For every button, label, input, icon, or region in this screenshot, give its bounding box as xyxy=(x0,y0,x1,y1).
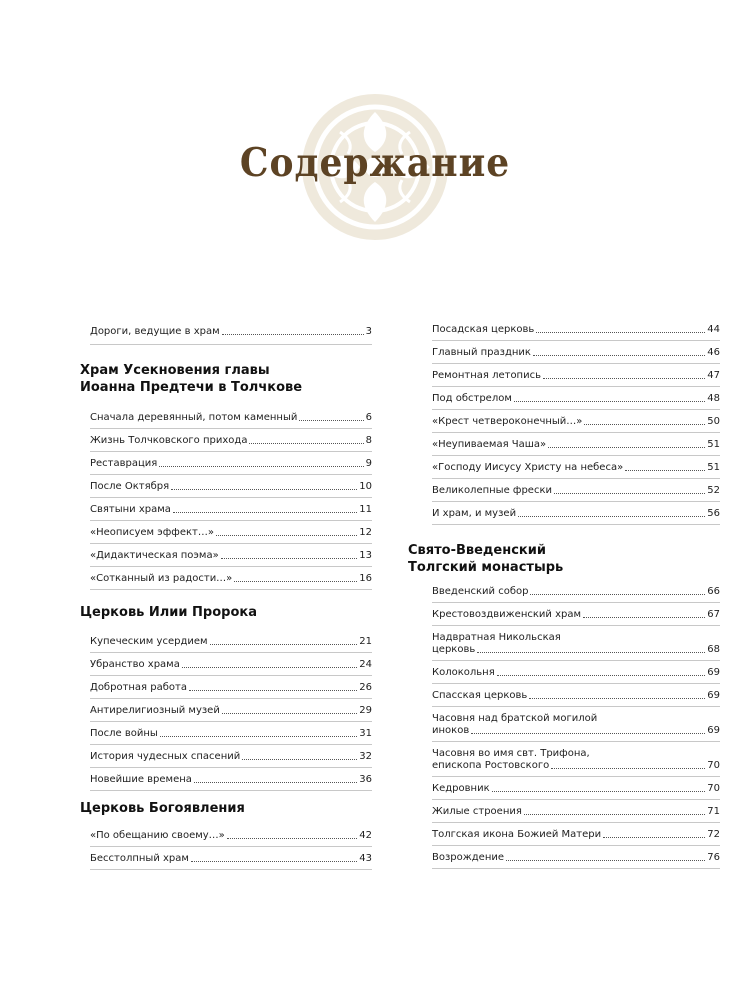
divider xyxy=(432,706,720,707)
divider xyxy=(432,432,720,433)
toc-entry-page: 47 xyxy=(707,370,720,381)
toc-entry[interactable] xyxy=(432,462,720,474)
leader-dots xyxy=(530,594,705,595)
toc-entry-title: Новейшие времена xyxy=(90,774,192,785)
toc-entry[interactable] xyxy=(90,326,372,338)
leader-dots xyxy=(234,581,357,582)
divider xyxy=(432,363,720,364)
toc-entry[interactable] xyxy=(432,508,720,520)
toc-entry[interactable] xyxy=(432,748,720,772)
toc-entry-title: Колокольня xyxy=(432,667,495,678)
toc-entry-title: Главный праздник xyxy=(432,347,531,358)
section-title-line: Толгский монастырь xyxy=(408,560,564,575)
divider xyxy=(432,776,720,777)
toc-entry-title-line: епископа Ростовского xyxy=(432,760,550,771)
toc-entry-page: 68 xyxy=(707,644,720,655)
leader-dots xyxy=(227,838,357,839)
toc-entry-title-line: Надвратная Никольская xyxy=(432,632,561,643)
toc-entry[interactable] xyxy=(90,682,372,694)
toc-entry[interactable] xyxy=(90,435,372,447)
toc-entry[interactable] xyxy=(90,573,372,585)
toc-entry-title-line: Часовня над братской могилой xyxy=(432,713,598,724)
divider xyxy=(90,520,372,521)
toc-entry-page: 6 xyxy=(365,412,372,423)
section-title-line: Иоанна Предтечи в Толчкове xyxy=(80,380,303,395)
leader-dots xyxy=(533,355,705,356)
toc-entry[interactable] xyxy=(90,412,372,424)
divider xyxy=(90,428,372,429)
toc-entry-title: Под обстрелом xyxy=(432,393,512,404)
divider xyxy=(432,741,720,742)
divider xyxy=(432,868,720,869)
toc-entry-page: 72 xyxy=(707,829,720,840)
toc-entry-title: Дороги, ведущие в храм xyxy=(90,326,220,337)
toc-entry-page: 71 xyxy=(707,806,720,817)
toc-entry-page: 29 xyxy=(359,705,372,716)
section-title-line: Свято-Введенский xyxy=(408,543,546,558)
toc-entry-page: 69 xyxy=(707,667,720,678)
divider xyxy=(432,409,720,410)
divider xyxy=(432,845,720,846)
divider xyxy=(432,386,720,387)
leader-dots xyxy=(216,535,357,536)
toc-entry-title: Жизнь Толчковского прихода xyxy=(90,435,248,446)
section-title xyxy=(408,542,563,576)
divider xyxy=(90,497,372,498)
leader-dots xyxy=(548,447,705,448)
toc-entry-title: Реставрация xyxy=(90,458,158,469)
page-title: Содержание xyxy=(239,139,511,187)
leader-dots xyxy=(477,652,705,653)
toc-entry-page: 21 xyxy=(359,636,372,647)
toc-entry-page: 51 xyxy=(707,439,720,450)
toc-entry-page: 76 xyxy=(707,852,720,863)
toc-entry-title: «Крест четвероконечный…» xyxy=(432,416,583,427)
leader-dots xyxy=(222,713,357,714)
toc-entry[interactable] xyxy=(90,774,372,786)
toc-entry-page: 69 xyxy=(707,725,720,736)
toc-entry-title: Спасская церковь xyxy=(432,690,528,701)
leader-dots xyxy=(554,493,705,494)
toc-entry[interactable] xyxy=(90,504,372,516)
leader-dots xyxy=(221,558,358,559)
toc-entry-title: Крестовоздвиженский храм xyxy=(432,609,582,620)
leader-dots xyxy=(603,837,705,838)
toc-entry[interactable] xyxy=(432,370,720,382)
section-title-line: Храм Усекновения главы xyxy=(80,363,270,378)
leader-dots xyxy=(173,512,357,513)
leader-dots xyxy=(492,791,706,792)
toc-entry-page: 69 xyxy=(707,690,720,701)
toc-entry[interactable] xyxy=(432,713,720,737)
section-title xyxy=(80,362,302,396)
leader-dots xyxy=(222,334,364,335)
leader-dots xyxy=(471,733,705,734)
toc-entry[interactable] xyxy=(432,783,720,795)
toc-entry-title: Ремонтная летопись xyxy=(432,370,541,381)
toc-entry[interactable] xyxy=(432,586,720,598)
leader-dots xyxy=(584,424,705,425)
toc-entry[interactable] xyxy=(90,458,372,470)
toc-entry[interactable] xyxy=(432,609,720,621)
divider xyxy=(90,589,372,590)
divider xyxy=(90,790,372,791)
toc-entry-page: 24 xyxy=(359,659,372,670)
toc-entry-title: «Неупиваемая Чаша» xyxy=(432,439,547,450)
toc-entry-page: 11 xyxy=(359,504,372,515)
toc-entry-title: История чудесных спасений xyxy=(90,751,241,762)
leader-dots xyxy=(299,420,363,421)
toc-entry[interactable] xyxy=(90,853,372,865)
section-title: Церковь Илии Пророка xyxy=(80,605,258,620)
leader-dots xyxy=(497,675,706,676)
toc-entry-title: «Сотканный из радости…» xyxy=(90,573,233,584)
toc-entry-title: После Октября xyxy=(90,481,170,492)
divider xyxy=(432,340,720,341)
leader-dots xyxy=(506,860,705,861)
toc-entry-page: 26 xyxy=(359,682,372,693)
divider xyxy=(432,625,720,626)
leader-dots xyxy=(171,489,357,490)
toc-entry-title-line: церковь xyxy=(432,644,476,655)
toc-entry[interactable] xyxy=(432,690,720,702)
leader-dots xyxy=(551,768,705,769)
toc-entry-title: Жилые строения xyxy=(432,806,522,817)
toc-entry-page: 36 xyxy=(359,774,372,785)
divider xyxy=(432,478,720,479)
toc-entry-title: Толгская икона Божией Матери xyxy=(432,829,602,840)
divider xyxy=(432,524,720,525)
leader-dots xyxy=(191,861,357,862)
toc-entry-page: 46 xyxy=(707,347,720,358)
toc-entry-page: 31 xyxy=(359,728,372,739)
toc-entry[interactable] xyxy=(90,481,372,493)
leader-dots xyxy=(182,667,357,668)
leader-dots xyxy=(625,470,705,471)
toc-entry-page: 44 xyxy=(707,324,720,335)
toc-entry-title: Убранство храма xyxy=(90,659,180,670)
toc-entry[interactable] xyxy=(90,751,372,763)
leader-dots xyxy=(536,332,705,333)
leader-dots xyxy=(524,814,705,815)
divider xyxy=(90,566,372,567)
divider xyxy=(432,455,720,456)
toc-entry-title: После войны xyxy=(90,728,158,739)
toc-entry-page: 42 xyxy=(359,830,372,841)
divider xyxy=(432,822,720,823)
leader-dots xyxy=(529,698,705,699)
toc-entry[interactable] xyxy=(432,416,720,428)
toc-entry[interactable] xyxy=(90,659,372,671)
toc-entry[interactable] xyxy=(90,550,372,562)
toc-entry-title: Святыни храма xyxy=(90,504,171,515)
toc-entry[interactable] xyxy=(90,830,372,842)
toc-entry-page: 67 xyxy=(707,609,720,620)
divider xyxy=(90,474,372,475)
toc-entry[interactable] xyxy=(432,485,720,497)
toc-entry-title: «По обещанию своему…» xyxy=(90,830,225,841)
leader-dots xyxy=(160,736,357,737)
toc-entry-title: Антирелигиозный музей xyxy=(90,705,220,716)
toc-entry-page: 50 xyxy=(707,416,720,427)
toc-entry[interactable] xyxy=(432,829,720,841)
divider xyxy=(432,683,720,684)
toc-entry[interactable] xyxy=(432,347,720,359)
toc-entry-page: 70 xyxy=(707,783,720,794)
divider xyxy=(432,799,720,800)
divider xyxy=(90,543,372,544)
toc-entry-page: 10 xyxy=(359,481,372,492)
toc-entry-page: 8 xyxy=(365,435,372,446)
leader-dots xyxy=(194,782,357,783)
toc-entry-page: 66 xyxy=(707,586,720,597)
toc-entry-title: Сначала деревянный, потом каменный xyxy=(90,412,298,423)
toc-entry[interactable] xyxy=(432,324,720,336)
divider xyxy=(90,344,372,345)
toc-entry-title: Посадская церковь xyxy=(432,324,535,335)
toc-entry-page: 12 xyxy=(359,527,372,538)
toc-entry-title-line: иноков xyxy=(432,725,470,736)
divider xyxy=(90,652,372,653)
toc-entry-page: 52 xyxy=(707,485,720,496)
toc-entry-page: 3 xyxy=(365,326,372,337)
toc-entry-page: 32 xyxy=(359,751,372,762)
toc-entry[interactable] xyxy=(90,636,372,648)
toc-entry-title: Купеческим усердием xyxy=(90,636,208,647)
leader-dots xyxy=(514,401,705,402)
toc-entry-page: 9 xyxy=(365,458,372,469)
toc-entry-title: Добротная работа xyxy=(90,682,187,693)
toc-entry-title: «Неописуем эффект…» xyxy=(90,527,214,538)
toc-entry[interactable] xyxy=(432,393,720,405)
leader-dots xyxy=(210,644,358,645)
divider xyxy=(90,767,372,768)
divider xyxy=(90,744,372,745)
divider xyxy=(90,675,372,676)
leader-dots xyxy=(189,690,357,691)
toc-entry-title: Бесстолпный храм xyxy=(90,853,189,864)
divider xyxy=(432,602,720,603)
divider xyxy=(90,721,372,722)
toc-entry-page: 70 xyxy=(707,760,720,771)
leader-dots xyxy=(242,759,357,760)
leader-dots xyxy=(543,378,705,379)
toc-entry[interactable] xyxy=(90,527,372,539)
divider xyxy=(90,869,372,870)
toc-entry[interactable] xyxy=(432,806,720,818)
toc-entry[interactable] xyxy=(432,667,720,679)
section-title: Церковь Богоявления xyxy=(80,801,245,816)
toc-entry[interactable] xyxy=(432,852,720,864)
toc-entry-page: 48 xyxy=(707,393,720,404)
toc-entry-title: Кедровник xyxy=(432,783,490,794)
toc-entry-page: 16 xyxy=(359,573,372,584)
divider xyxy=(432,501,720,502)
leader-dots xyxy=(159,466,363,467)
toc-entry-title: Введенский собор xyxy=(432,586,529,597)
toc-entry-page: 56 xyxy=(707,508,720,519)
toc-entry-title: И храм, и музей xyxy=(432,508,517,519)
toc-entry[interactable] xyxy=(432,439,720,451)
divider xyxy=(90,846,372,847)
toc-entry-page: 51 xyxy=(707,462,720,473)
toc-entry-title: «Дидактическая поэма» xyxy=(90,550,219,561)
toc-entry[interactable] xyxy=(90,705,372,717)
toc-entry-page: 13 xyxy=(359,550,372,561)
divider xyxy=(90,451,372,452)
divider xyxy=(90,698,372,699)
toc-entry-title-line: Часовня во имя свт. Трифона, xyxy=(432,748,590,759)
toc-entry[interactable] xyxy=(90,728,372,740)
divider xyxy=(432,660,720,661)
leader-dots xyxy=(518,516,705,517)
toc-entry[interactable] xyxy=(432,632,720,656)
toc-entry-title: Великолепные фрески xyxy=(432,485,552,496)
toc-entry-page: 43 xyxy=(359,853,372,864)
toc-entry-title: Возрождение xyxy=(432,852,505,863)
leader-dots xyxy=(583,617,705,618)
leader-dots xyxy=(249,443,363,444)
toc-entry-title: «Господу Иисусу Христу на небеса» xyxy=(432,462,624,473)
